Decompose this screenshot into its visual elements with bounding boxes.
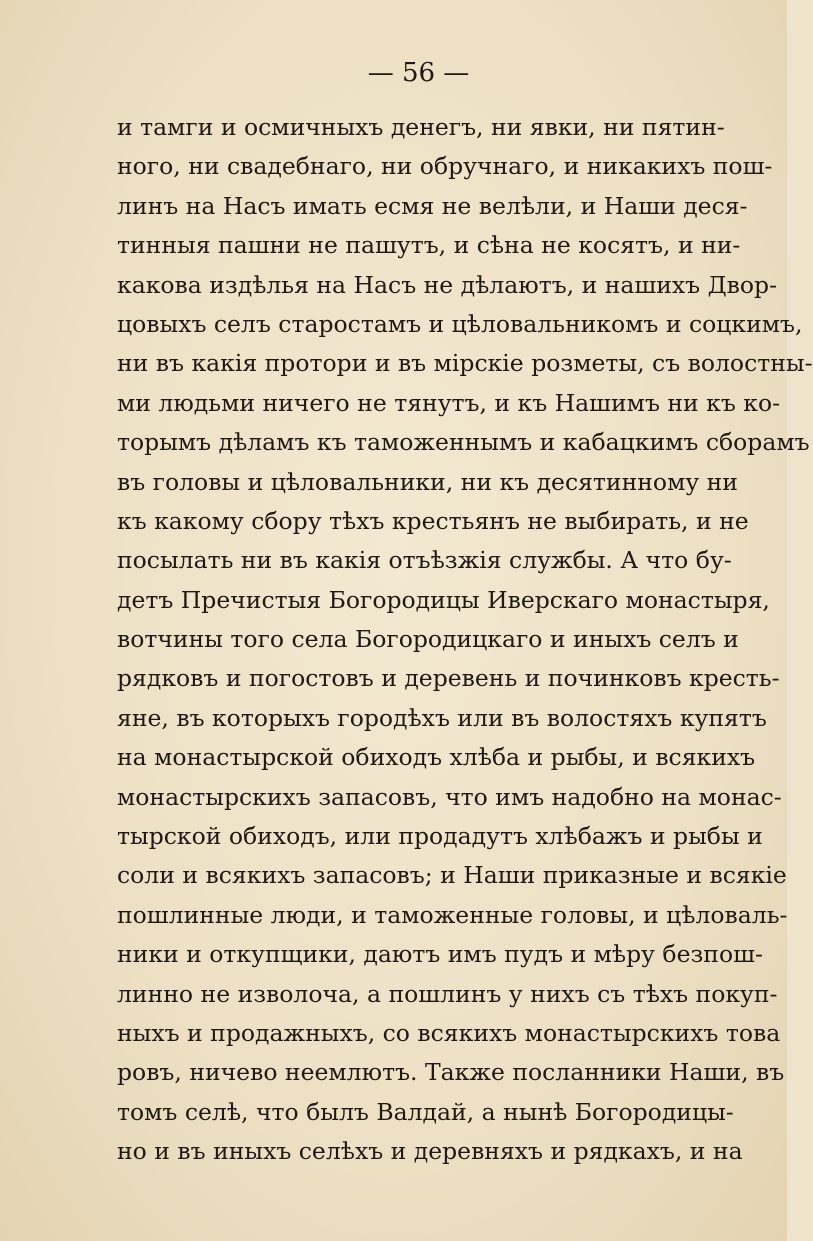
text-line: яне, въ которыхъ городѣхъ или въ волостяхъ купятъ [117,703,767,732]
text-line: тинныя пашни не пашутъ, и сѣна не косятъ, и ни- [117,231,741,260]
text-line: ныхъ и продажныхъ, со всякихъ монастырскихъ това [117,1018,781,1047]
text-line: пошлинные люди, и таможенные головы, и цѣловаль- [117,900,788,929]
text-line: монастырскихъ запасовъ, что имъ надобно на монас- [117,782,782,811]
text-line: вотчины того села Богородицкаго и иныхъ селъ и [117,625,739,654]
text-line: ми людьми ничего не тянутъ, и къ Нашимъ ни къ ко- [117,388,781,417]
text-line: въ головы и цѣловальники, ни къ десятинному ни [117,467,738,496]
text-line: торымъ дѣламъ къ таможеннымъ и кабацкимъ сборамъ [117,428,810,457]
body-text [117,108,813,1172]
text-line: рядковъ и погостовъ и деревень и починковъ кресть- [117,664,780,693]
text-line: ники и откупщики, даютъ имъ пудъ и мѣру безпош- [117,940,763,969]
text-line: какова издѣлья на Насъ не дѣлаютъ, и нашихъ Двор- [117,270,778,299]
text-line: тырской обиходъ, или продадутъ хлѣбажъ и рыбы и [117,822,763,851]
text-line: къ какому сбору тѣхъ крестьянъ не выбирать, и не [117,506,749,535]
text-line: ровъ, ничево неемлютъ. Также посланники Наши, въ [117,1058,785,1087]
text-line: посылать ни въ какія отъѣзжія службы. А что бу- [117,546,732,575]
text-line: и тамги и осмичныхъ денегъ, ни явки, ни пятин- [117,113,725,141]
text-line: соли и всякихъ запасовъ; и Наши приказные и всякіе [117,861,787,890]
text-line: линно не изволоча, а пошлинъ у нихъ съ тѣхъ покуп- [117,979,778,1008]
text-line: детъ Пречистыя Богородицы Иверскаго монастыря, [117,585,770,614]
text-line: цовыхъ селъ старостамъ и цѣловальникомъ и соцкимъ, [117,309,803,338]
text-line: ни въ какія протори и въ мірскіе розметы, съ волостны- [117,349,813,378]
text-line: томъ селѣ, что былъ Валдай, а нынѣ Богородицы- [117,1097,734,1126]
text-line: ного, ни свадебнаго, ни обручнаго, и никакихъ пош- [117,152,773,181]
text-line: но и въ иныхъ селѣхъ и деревняхъ и рядкахъ, и на [117,1137,743,1166]
page-number: — 56 — [367,58,470,88]
text-line: на монастырской обиходъ хлѣба и рыбы, и всякихъ [117,743,756,772]
text-line: линъ на Насъ имать есмя не велѣли, и Наши деся- [117,191,748,220]
